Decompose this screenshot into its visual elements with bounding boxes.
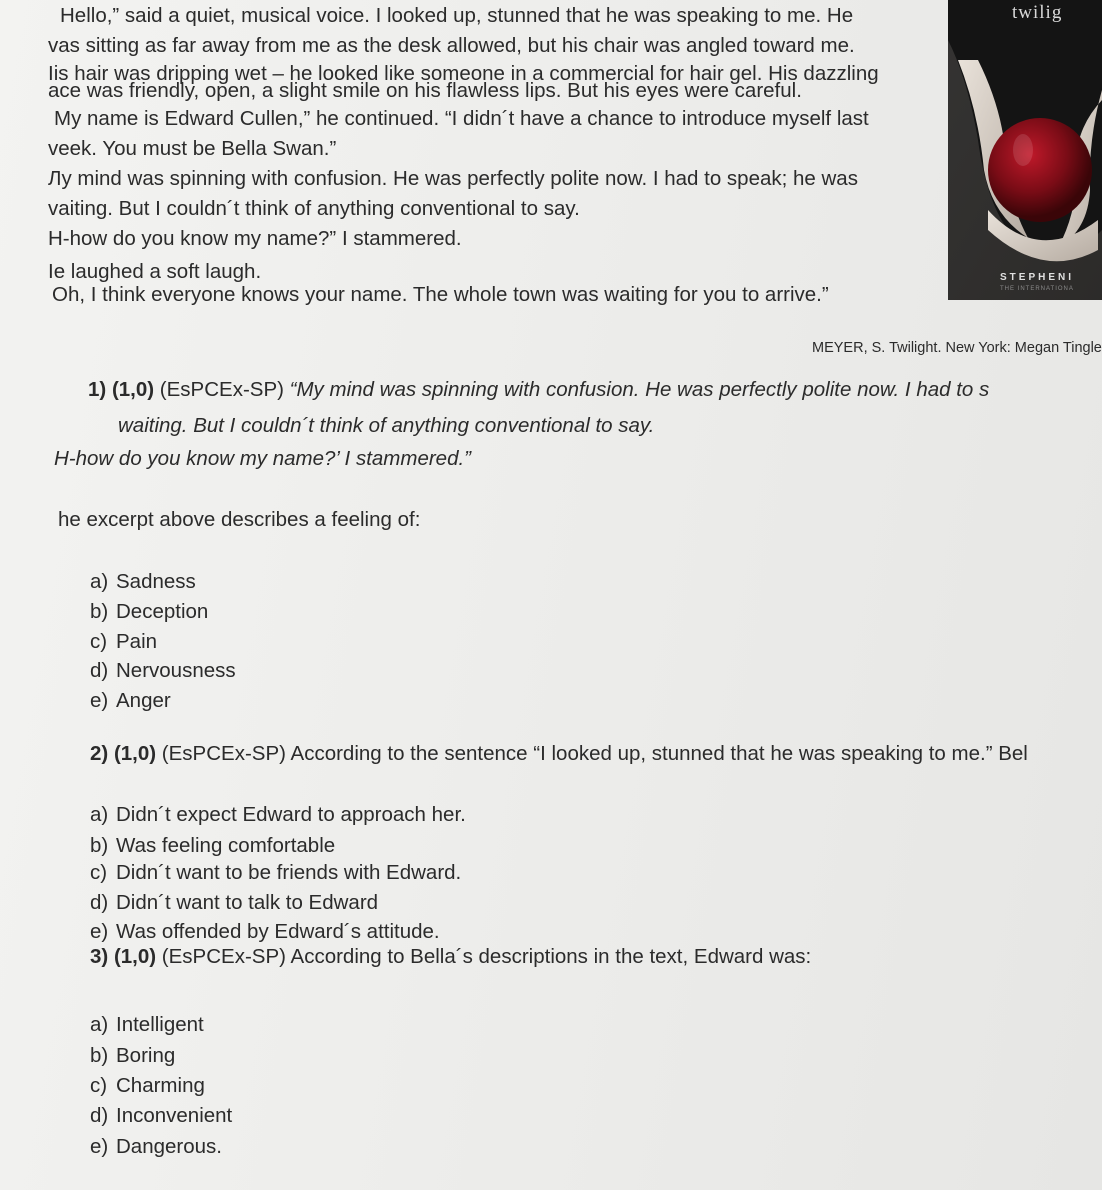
option bbox=[90, 659, 236, 683]
option-text: Inconvenient bbox=[116, 1104, 233, 1127]
question-number: 3) bbox=[90, 945, 109, 968]
question-prompt: According to the sentence “I looked up, stunned that he was speaking to me.” Bel bbox=[290, 742, 1028, 765]
option-text: Sadness bbox=[116, 570, 196, 593]
option-letter: c) bbox=[90, 630, 108, 653]
option bbox=[90, 600, 208, 624]
option-letter: e) bbox=[90, 689, 109, 712]
option-text: Was offended by Edward´s attitude. bbox=[116, 920, 440, 943]
excerpt-line: Oh, I think everyone knows your name. The whole town was waiting for you to arrive.” bbox=[52, 283, 829, 306]
option-letter: a) bbox=[90, 1013, 109, 1036]
option bbox=[90, 689, 171, 713]
question-quote: waiting. But I couldn´t think of anything conventional to say. bbox=[118, 414, 655, 437]
book-author: STEPHENI bbox=[1000, 272, 1075, 283]
option bbox=[90, 1044, 175, 1068]
hands-apple-illustration bbox=[948, 0, 1102, 300]
question-source: (EsPCEx-SP) bbox=[161, 945, 286, 968]
option bbox=[90, 891, 378, 915]
book-cover-image bbox=[948, 0, 1102, 300]
book-title: twilig bbox=[1012, 2, 1063, 23]
option-text: Was feeling comfortable bbox=[116, 834, 336, 857]
question-score: (1,0) bbox=[113, 945, 157, 968]
option-text: Didn´t expect Edward to approach her. bbox=[116, 803, 466, 826]
question-quote: H-how do you know my name?’ I stammered.” bbox=[54, 447, 471, 470]
option-letter: a) bbox=[90, 803, 109, 826]
excerpt-line: Iis hair was dripping wet – he looked like someone in a commercial for hair gel. His dazzling bbox=[48, 62, 879, 85]
option bbox=[90, 570, 196, 594]
question-prompt: he excerpt above describes a feeling of: bbox=[58, 508, 421, 531]
citation: MEYER, S. Twilight. New York: Megan Tingle bbox=[812, 340, 1102, 356]
option-letter: d) bbox=[90, 891, 109, 914]
option bbox=[90, 1104, 232, 1128]
option-letter: d) bbox=[90, 1104, 109, 1127]
option-letter: e) bbox=[90, 920, 109, 943]
excerpt-line: Hello,” said a quiet, musical voice. I looked up, stunned that he was speaking to me. He bbox=[60, 4, 854, 27]
option bbox=[90, 861, 461, 885]
question-prompt: According to Bella´s descriptions in the text, Edward was: bbox=[290, 945, 812, 968]
option bbox=[90, 1074, 205, 1098]
option-text: Charming bbox=[116, 1074, 205, 1097]
option-text: Didn´t want to talk to Edward bbox=[116, 891, 379, 914]
excerpt-line: vaiting. But I couldn´t think of anything conventional to say. bbox=[48, 197, 580, 220]
option bbox=[90, 630, 157, 654]
option bbox=[90, 803, 466, 827]
option-letter: c) bbox=[90, 861, 108, 884]
excerpt-line: ace was friendly, open, a slight smile on his flawless lips. But his eyes were careful. bbox=[48, 79, 802, 102]
excerpt-line: veek. You must be Bella Swan.” bbox=[48, 137, 337, 160]
excerpt-line: H-how do you know my name?” I stammered. bbox=[48, 227, 462, 250]
option bbox=[90, 1013, 204, 1037]
option-letter: b) bbox=[90, 600, 109, 623]
excerpt-line: Лy mind was spinning with confusion. He was perfectly polite now. I had to speak; he was bbox=[48, 167, 858, 190]
question-score: (1,0) bbox=[113, 742, 157, 765]
option-text: Deception bbox=[116, 600, 209, 623]
question-number: 2) bbox=[90, 742, 109, 765]
option-text: Anger bbox=[116, 689, 171, 712]
option bbox=[90, 834, 335, 858]
book-publisher: THE INTERNATIONA bbox=[1000, 286, 1074, 292]
question-source: (EsPCEx-SP) bbox=[159, 378, 284, 401]
option-text: Dangerous. bbox=[116, 1135, 222, 1158]
option-letter: b) bbox=[90, 834, 109, 857]
option-text: Pain bbox=[116, 630, 158, 653]
option-text: Didn´t want to be friends with Edward. bbox=[116, 861, 462, 884]
question-source: (EsPCEx-SP) bbox=[161, 742, 286, 765]
question-score: (1,0) bbox=[111, 378, 155, 401]
excerpt-line: vas sitting as far away from me as the desk allowed, but his chair was angled toward me. bbox=[48, 34, 855, 57]
option-letter: d) bbox=[90, 659, 109, 682]
option-text: Nervousness bbox=[116, 659, 236, 682]
option-text: Intelligent bbox=[116, 1013, 204, 1036]
option-letter: a) bbox=[90, 570, 109, 593]
option bbox=[90, 1135, 222, 1159]
option-letter: b) bbox=[90, 1044, 109, 1067]
question-quote: “My mind was spinning with confusion. He was perfectly polite now. I had to s bbox=[289, 378, 990, 401]
question-number: 1) bbox=[88, 378, 107, 401]
option-letter: c) bbox=[90, 1074, 108, 1097]
option-letter: e) bbox=[90, 1135, 109, 1158]
option-text: Boring bbox=[116, 1044, 176, 1067]
excerpt-line: My name is Edward Cullen,” he continued. “I didn´t have a chance to introduce myself last bbox=[54, 107, 869, 130]
excerpt-line: Ie laughed a soft laugh. bbox=[48, 260, 262, 283]
option bbox=[90, 920, 440, 944]
